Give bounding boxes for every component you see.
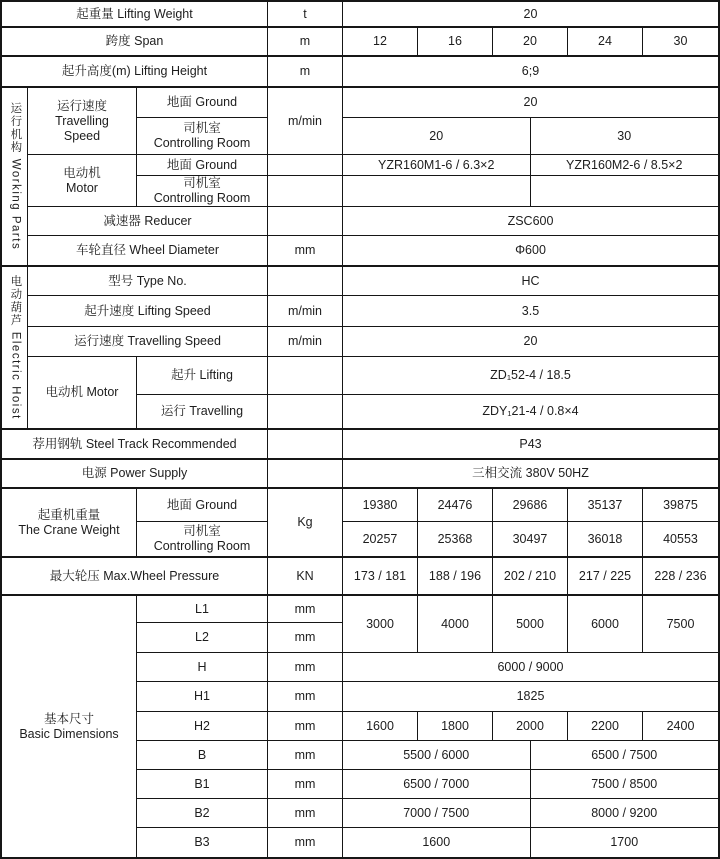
wp-motor-label-zh: 电动机 xyxy=(63,165,101,180)
cw-room-label-en: Controlling Room xyxy=(153,539,251,553)
power-supply-label: 电源 Power Supply xyxy=(2,460,268,489)
wp-motor-ground-value-right: YZR160M2-6 / 8.5×2 xyxy=(531,155,719,176)
cw-ground-value-1: 24476 xyxy=(418,489,493,522)
bd-b2-unit: mm xyxy=(268,799,343,828)
hoist-motor-travelling-value: ZDY₁21-4 / 0.8×4 xyxy=(343,395,718,430)
wp-motor-room-label-en: Controlling Room xyxy=(153,191,251,205)
wp-motor-room-label-zh: 司机室 xyxy=(183,176,221,190)
wp-motor-room-value-left-empty xyxy=(343,176,531,207)
crane-weight-label-zh: 起重机重量 xyxy=(37,507,101,522)
power-supply-value: 三相交流 380V 50HZ xyxy=(343,460,718,489)
bd-l2-unit: mm xyxy=(268,623,343,653)
bd-h-value: 6000 / 9000 xyxy=(343,653,718,682)
bd-l-value-2: 5000 xyxy=(493,596,568,653)
cw-ground-value-0: 19380 xyxy=(343,489,418,522)
bd-l1-unit: mm xyxy=(268,596,343,623)
span-value-4: 30 xyxy=(643,28,718,57)
bd-b1-unit: mm xyxy=(268,770,343,799)
bd-b-value-left: 5500 / 6000 xyxy=(343,741,531,770)
wp-motor-ground-unit-empty xyxy=(268,155,343,176)
mwp-value-3: 217 / 225 xyxy=(568,558,643,596)
span-unit: m xyxy=(268,28,343,57)
hoist-lifting-speed-label: 起升速度 Lifting Speed xyxy=(28,296,268,327)
bd-h2-value-1: 1800 xyxy=(418,712,493,741)
bd-b1-value-right: 7500 / 8500 xyxy=(531,770,719,799)
cw-room-value-0: 20257 xyxy=(343,522,418,558)
cw-room-label-zh: 司机室 xyxy=(183,524,221,538)
bd-h1-value: 1825 xyxy=(343,682,718,712)
bd-h-unit: mm xyxy=(268,653,343,682)
mwp-value-1: 188 / 196 xyxy=(418,558,493,596)
cw-ground-value-3: 35137 xyxy=(568,489,643,522)
hoist-motor-lifting-label: 起升 Lifting xyxy=(137,357,268,395)
reducer-unit-empty xyxy=(268,207,343,236)
span-value-3: 24 xyxy=(568,28,643,57)
bd-l-value-4: 7500 xyxy=(643,596,718,653)
bd-h2-value-0: 1600 xyxy=(343,712,418,741)
hoist-travelling-speed-label: 运行速度 Travelling Speed xyxy=(28,327,268,357)
hoist-travelling-speed-unit: m/min xyxy=(268,327,343,357)
lifting-height-label: 起升高度(m) Lifting Height xyxy=(2,57,268,88)
steel-track-unit-empty xyxy=(268,430,343,460)
lifting-weight-value: 20 xyxy=(343,2,718,28)
cw-ground-value-4: 39875 xyxy=(643,489,718,522)
wp-ts-unit: m/min xyxy=(268,88,343,155)
steel-track-label: 荐用钢轨 Steel Track Recommended xyxy=(2,430,268,460)
reducer-value: ZSC600 xyxy=(343,207,718,236)
bd-h-label: H xyxy=(137,653,268,682)
cw-room-value-1: 25368 xyxy=(418,522,493,558)
hoist-motor-travelling-label: 运行 Travelling xyxy=(137,395,268,430)
wp-ts-ground-value: 20 xyxy=(343,88,718,118)
bd-h1-label: H1 xyxy=(137,682,268,712)
wp-travelling-speed-label-en: Travelling Speed xyxy=(55,113,109,143)
type-no-unit-empty xyxy=(268,267,343,296)
wp-ts-room-value-left: 20 xyxy=(343,118,531,155)
mwp-value-0: 173 / 181 xyxy=(343,558,418,596)
bd-l2-label: L2 xyxy=(137,623,268,653)
wp-ts-room-label-zh: 司机室 xyxy=(183,121,221,135)
cw-room-value-4: 40553 xyxy=(643,522,718,558)
crane-weight-label-en: The Crane Weight xyxy=(18,522,120,537)
basic-dimensions-label-zh: 基本尺寸 xyxy=(43,711,94,726)
bd-b3-label: B3 xyxy=(137,828,268,857)
lifting-height-unit: m xyxy=(268,57,343,88)
span-label: 跨度 Span xyxy=(2,28,268,57)
bd-l-value-3: 6000 xyxy=(568,596,643,653)
cw-ground-value-2: 29686 xyxy=(493,489,568,522)
wp-motor-room-label xyxy=(137,176,268,207)
max-wheel-pressure-unit: KN xyxy=(268,558,343,596)
wp-motor-label xyxy=(28,155,137,207)
lifting-weight-label: 起重量 Lifting Weight xyxy=(2,2,268,28)
wp-travelling-speed-label-zh: 运行速度 xyxy=(56,98,107,113)
mwp-value-4: 228 / 236 xyxy=(643,558,718,596)
cw-room-value-3: 36018 xyxy=(568,522,643,558)
basic-dimensions-label xyxy=(2,596,137,857)
hoist-motor-travelling-unit-empty xyxy=(268,395,343,430)
lifting-height-value: 6;9 xyxy=(343,57,718,88)
max-wheel-pressure-label: 最大轮压 Max.Wheel Pressure xyxy=(2,558,268,596)
bd-b3-unit: mm xyxy=(268,828,343,857)
hoist-motor-lifting-unit-empty xyxy=(268,357,343,395)
working-parts-group-label: 运行机构 Working Parts xyxy=(2,88,28,267)
bd-b-label: B xyxy=(137,741,268,770)
span-value-0: 12 xyxy=(343,28,418,57)
hoist-lifting-speed-unit: m/min xyxy=(268,296,343,327)
bd-l-value-1: 4000 xyxy=(418,596,493,653)
hoist-lifting-speed-value: 3.5 xyxy=(343,296,718,327)
steel-track-value: P43 xyxy=(343,430,718,460)
hoist-motor-label: 电动机 Motor xyxy=(28,357,137,430)
wp-ts-room-label xyxy=(137,118,268,155)
hoist-travelling-speed-value: 20 xyxy=(343,327,718,357)
bd-b2-value-right: 8000 / 9200 xyxy=(531,799,719,828)
bd-b3-value-right: 1700 xyxy=(610,835,639,849)
bd-b3-value-left: 1600 xyxy=(343,828,531,857)
bd-b1-value-left: 6500 / 7000 xyxy=(343,770,531,799)
hoist-motor-lifting-value: ZD₁52-4 / 18.5 xyxy=(343,357,718,395)
bd-b2-value-left: 7000 / 7500 xyxy=(343,799,531,828)
power-supply-unit-empty xyxy=(268,460,343,489)
wp-ts-ground-label: 地面 Ground xyxy=(137,88,268,118)
type-no-value: HC xyxy=(343,267,718,296)
bd-h2-value-3: 2200 xyxy=(568,712,643,741)
wp-motor-room-value-right-empty xyxy=(531,176,719,207)
cw-room-label xyxy=(137,522,268,558)
bd-b-unit: mm xyxy=(268,741,343,770)
mwp-value-2: 202 / 210 xyxy=(493,558,568,596)
lifting-weight-unit: t xyxy=(268,2,343,28)
span-value-2: 20 xyxy=(493,28,568,57)
wp-motor-ground-label: 地面 Ground xyxy=(137,155,268,176)
bd-h2-value-2: 2000 xyxy=(493,712,568,741)
basic-dimensions-label-en: Basic Dimensions xyxy=(19,726,119,741)
bd-h2-label: H2 xyxy=(137,712,268,741)
wp-motor-label-en: Motor xyxy=(66,180,98,195)
reducer-label: 减速器 Reducer xyxy=(28,207,268,236)
wp-travelling-speed-label xyxy=(28,88,137,155)
wp-motor-room-unit-empty xyxy=(268,176,343,207)
bd-b-value-right: 6500 / 7500 xyxy=(531,741,719,770)
wheel-diameter-label: 车轮直径 Wheel Diameter xyxy=(28,236,268,267)
bd-l1-label: L1 xyxy=(137,596,268,623)
cw-ground-label: 地面 Ground xyxy=(137,489,268,522)
bd-b2-label: B2 xyxy=(137,799,268,828)
bd-l-value-0: 3000 xyxy=(343,596,418,653)
wp-ts-room-value-right: 30 xyxy=(531,118,719,155)
wheel-diameter-unit: mm xyxy=(268,236,343,267)
crane-weight-label xyxy=(2,489,137,558)
cw-room-value-2: 30497 xyxy=(493,522,568,558)
bd-h1-unit: mm xyxy=(268,682,343,712)
electric-hoist-group-label: 电动葫芦 Electric Hoist xyxy=(2,267,28,430)
wp-motor-ground-value-left: YZR160M1-6 / 6.3×2 xyxy=(343,155,531,176)
cw-unit: Kg xyxy=(268,489,343,558)
bd-b1-label: B1 xyxy=(137,770,268,799)
span-value-1: 16 xyxy=(418,28,493,57)
bd-h2-unit: mm xyxy=(268,712,343,741)
type-no-label: 型号 Type No. xyxy=(28,267,268,296)
wheel-diameter-value: Φ600 xyxy=(343,236,718,267)
bd-h2-value-4: 2400 xyxy=(643,712,718,741)
wp-ts-room-label-en: Controlling Room xyxy=(153,136,251,150)
